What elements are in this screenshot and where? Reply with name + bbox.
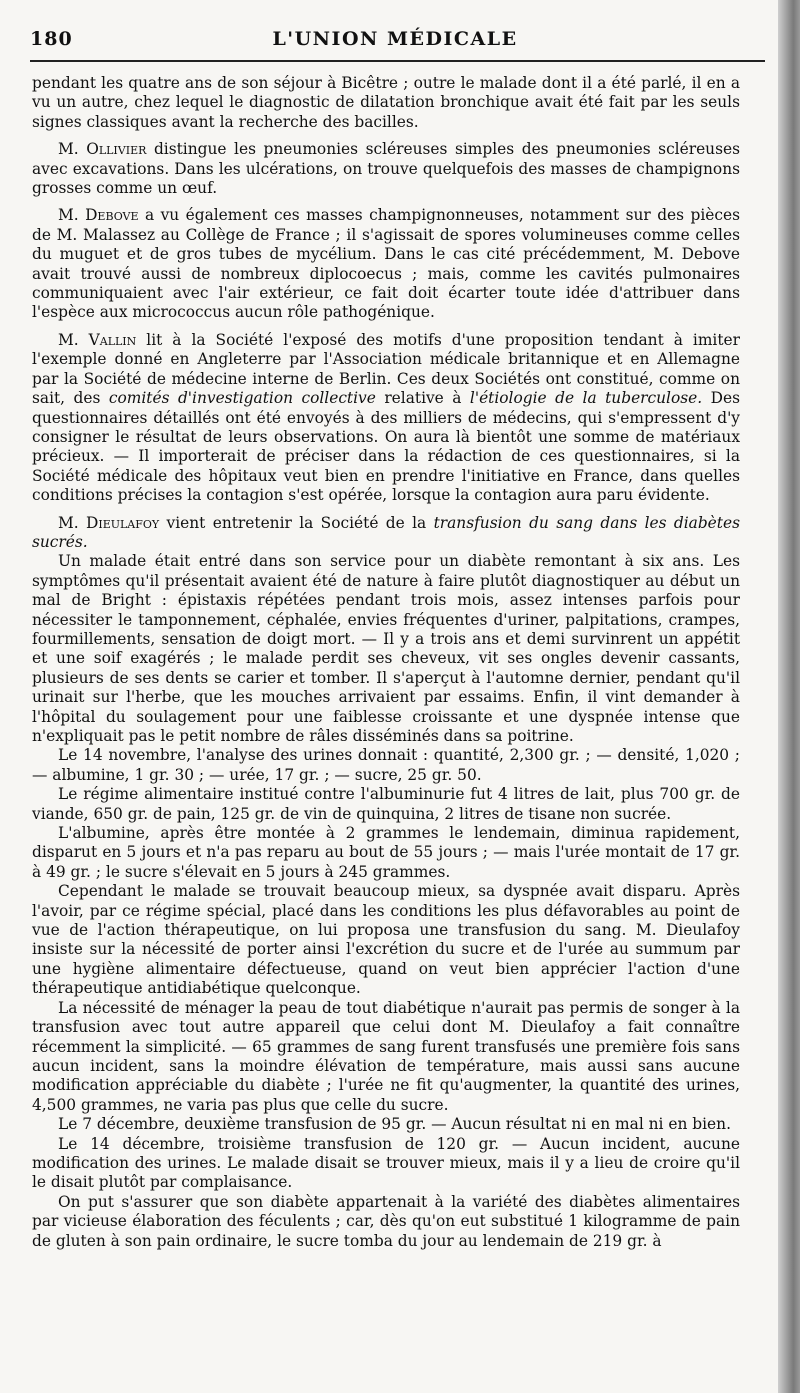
paragraph-text: vient entretenir la Société de la <box>159 513 434 532</box>
italic-phrase: l'étiologie de la tuberculose. <box>469 389 703 408</box>
speaker-name: M. Vallin <box>58 330 137 349</box>
paragraph-diet: Le régime alimentaire institué contre l'albuminurie fut 4 litres de lait, plus 700 gr. de viande, 650 gr. de pain, 125 gr. de vin de quinquina, 2 litres de tisane non sucrée. <box>32 785 740 823</box>
paragraph-text: relative à <box>375 389 470 408</box>
page-number: 180 <box>30 28 73 50</box>
paragraph-dieulafoy <box>32 514 740 553</box>
page-edge-shadow <box>778 0 800 1393</box>
article-body <box>32 74 740 1251</box>
paragraph-albumin: L'albumine, après être montée à 2 grammes le lendemain, diminua rapidement, disparut en 5 jours et n'a pas reparu au bout de 55 jours ; — mais l'urée montait de 17 gr. à 49 gr. ; le sucre s'élevait en 5 jours à 245 grammes. <box>32 824 740 881</box>
paragraph-first-transfusion: La nécessité de ménager la peau de tout diabétique n'aurait pas permis de songer à la transfusion avec tout autre appareil que celui dont M. Dieulafoy a fait connaître récemment la simplicité. — 65 grammes de sang furent transfusés une première fois sans aucun incident, sans la moindre élévation de température, mais aussi sans aucune modification appréciable du diabète ; l'urée ne fit qu'augmenter, la quantité des urines, 4,500 grammes, ne varia pas plus que celle du sucre. <box>32 998 740 1114</box>
paragraph-vallin <box>32 331 740 506</box>
paragraph-gluten: On put s'assurer que son diabète appartenait à la variété des diabètes alimentaires par vicieuse élaboration des féculents ; car, dès qu'on eut substitué 1 kilogramme de pain de gluten à son pain ordinaire, le sucre tomba du jour au lendemain de 219 gr. à <box>32 1192 740 1250</box>
paragraph-text: a vu également ces masses champignonneuses, notamment sur des pièces de M. Malassez au Collège de France ; il s'agissait de spores volumineuses comme celles du muguet et de gros tubes de mycélium. Dans le cas cité précédemment, M. Debove avait trouvé aussi de nombreux diplocoecus ; mais, comme les cavités pulmonaires communiquaient avec l'air extérieur, ce fait doit écarter toute idée d'attribuer dans l'espèce aux micrococcus aucun rôle pathogénique. <box>32 206 741 322</box>
speaker-name: M. Debove <box>58 206 139 225</box>
paragraph-ollivier <box>32 140 740 198</box>
paragraph-transfusion-proposal: Cependant le malade se trouvait beaucoup mieux, sa dyspnée avait disparu. Après l'avoir, par ce régime spécial, placé dans les conditions les plus défavorables au point de vue de l'action thérapeutique, on lui proposa une transfusion du sang. M. Dieulafoy insiste sur la nécessité de porter ainsi l'excrétion du sucre et de l'urée au summum par une hygiène alimentaire défectueuse, quand on veut bien apprécier l'action d'une thérapeutique antidiabétique quelconque. <box>32 882 740 998</box>
paragraph-second-transfusion: Le 7 décembre, deuxième transfusion de 95 gr. — Aucun résultat ni en mal ni en bien. <box>58 1115 731 1134</box>
paragraph-urine-analysis: Le 14 novembre, l'analyse des urines donnait : quantité, 2,300 gr. ; — densité, 1,020 ; — albumine, 1 gr. 30 ; — urée, 17 gr. ; — sucre, 25 gr. 50. <box>32 746 740 784</box>
paragraph-text: Des questionnaires détaillés ont été envoyés à des milliers de médecins, qui s'empressent d'y consigner le résultat de leurs observations. On aura là bientôt une somme de matériaux précieux. — Il importerait de préciser dans la rédaction de ces questionnaires, si la Société médicale des hôpitaux veut bien en prendre l'initiative en France, dans quelles conditions précises la contagion s'est opérée, lorsque la contagion aura paru évidente. <box>32 389 740 505</box>
paragraph-debove <box>32 206 740 322</box>
speaker-name: M. Ollivier <box>58 140 147 159</box>
paragraph-1: pendant les quatre ans de son séjour à Bicêtre ; outre le malade dont il a été parlé, il en a vu un autre, chez lequel le diagnostic de dilatation bronchique avait été fait par les seuls signes classiques avant la recherche des bacilles. <box>32 74 740 131</box>
journal-title: L'UNION MÉDICALE <box>272 28 518 50</box>
header-rule <box>30 60 765 62</box>
speaker-name: M. Dieulafoy <box>58 513 160 532</box>
italic-phrase: transfusion du sang dans les diabètes sucrés. <box>32 513 740 551</box>
paragraph-case: Un malade était entré dans son service pour un diabète remontant à six ans. Les symptômes qu'il présentait avaient été de nature à faire plutôt diagnostiquer au début un mal de Bright : épistaxis répétées pendant trois mois, assez intenses parfois pour nécessiter le tamponnement, céphalée, envies fréquentes d'uriner, palpitations, crampes, fourmillements, sensation de doigt mort. — Il y a trois ans et demi survinrent un appétit et une soif exagérés ; le malade perdit ses cheveux, vit ses ongles devenir cassants, plusieurs de ses dents se carier et tomber. Il s'aperçut à l'automne dernier, pendant qu'il urinait sur l'herbe, que les mouches arrivaient par essaims. Enfin, il vint demander à l'hôpital du soulagement pour une faiblesse croissante et une dyspnée intense que n'expliquait pas le petit nombre de râles disséminés dans sa poitrine. <box>32 552 740 745</box>
paragraph-text: distingue les pneumonies scléreuses simples des pneumonies scléreuses avec excavations. Dans les ulcérations, on trouve quelquefois des masses de champignons grosses comme un œuf. <box>32 140 740 198</box>
italic-phrase: comités d'investigation collective <box>108 389 376 408</box>
paragraph-third-transfusion: Le 14 décembre, troisième transfusion de 120 gr. — Aucun incident, aucune modification des urines. Le malade disait se trouver mieux, mais il y a lieu de croire qu'il le disait plutôt par complaisance. <box>32 1134 740 1192</box>
running-header <box>30 26 760 54</box>
paragraph-text: lit à la Société l'exposé des motifs d'une proposition tendant à imiter l'exemple donné en Angleterre par l'Association médicale britannique et en Allemagne par la Société de médecine interne de Berlin. Ces deux Sociétés ont constitué, comme on sait, des <box>32 330 740 408</box>
